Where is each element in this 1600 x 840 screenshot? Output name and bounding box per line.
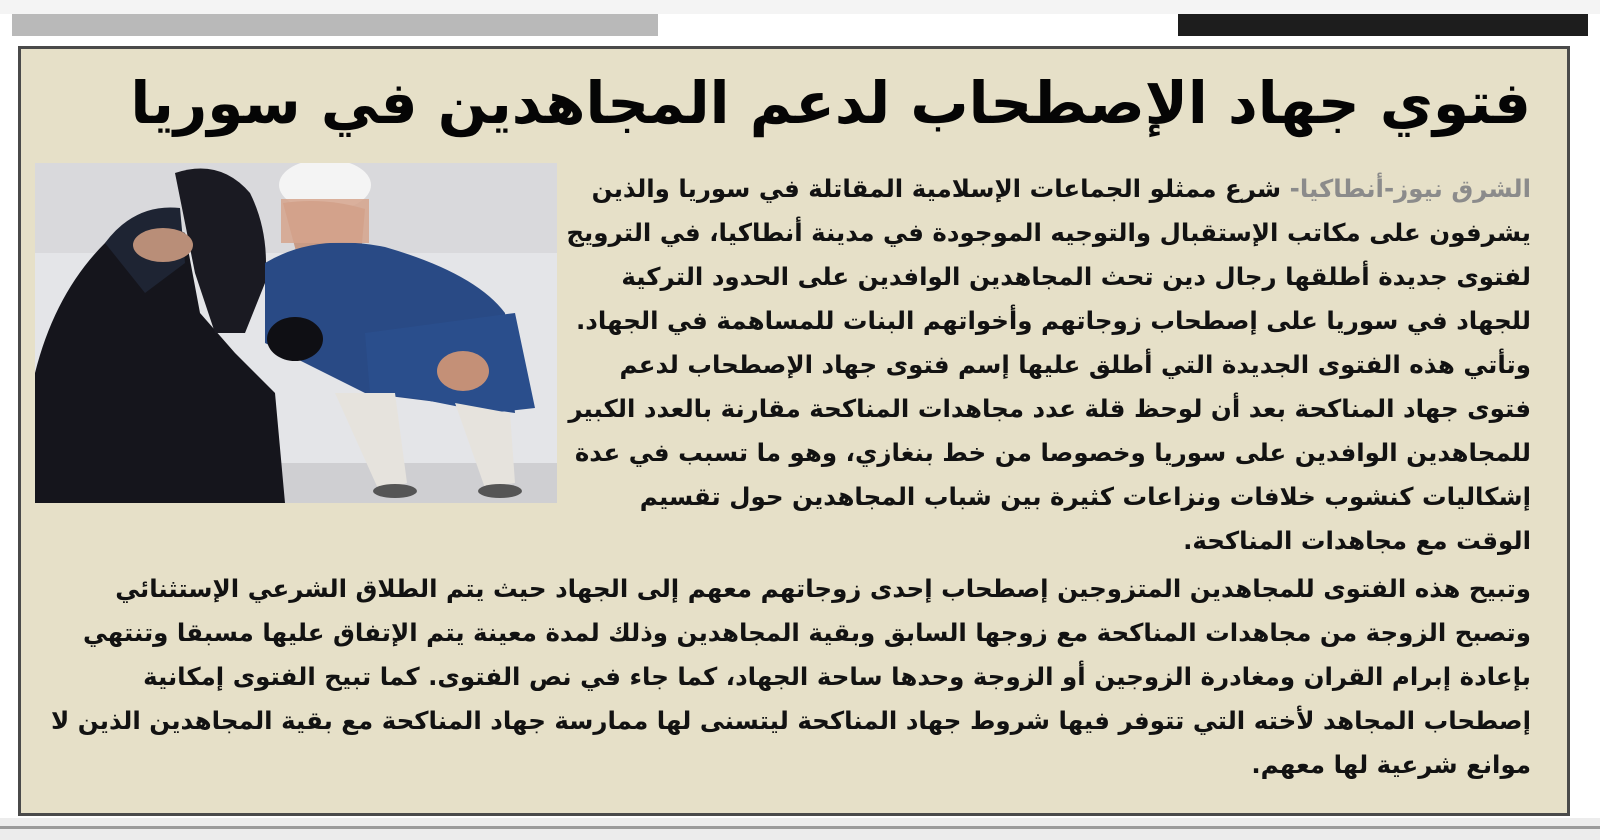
top-bar-gray: [12, 14, 658, 36]
top-strip: [0, 0, 1600, 14]
article-source: الشرق نيوز-أنطاكيا-: [1289, 174, 1531, 203]
article-frame: [18, 46, 1570, 816]
bottom-strip: [0, 818, 1600, 840]
bottom-divider: [0, 826, 1600, 829]
top-bar-dark: [1178, 14, 1588, 36]
article-paragraph-2: وتبيح هذه الفتوى للمجاهدين المتزوجين إصطحاب إحدى زوجاتهم معهم إلى الجهاد حيث يتم الطلاق الشرعي الإستثنائي وتصبح الزوجة من مجاهدات المناكحة مع زوجها السابق وبقية المجاهدين وذلك لمدة معينة يتم الإتفاق عليها مسبقا وتنتهي بإعادة إبرام القران ومغادرة الزوجين أو الزوجة وحدها ساحة الجهاد، كما جاء في نص الفتوى. كما تبيح الفتوى إمكانية إصطحاب المجاهد لأخته التي تتوفر فيها شروط جهاد المناكحة ليتسنى لها ممارسة جهاد المناكحة مع بقية المجاهدين الذين لا موانع شرعية لها معهم.: [50, 574, 1531, 779]
article-paragraph-1-text: شرع ممثلو الجماعات الإسلامية المقاتلة في سوريا والذين يشرفون على مكاتب الإستقبال والتوجيه الموجودة في مدينة أنطاكيا، في الترويج لفتوى جديدة أطلقها رجال دين تحث المجاهدين الوافدين على الحدود التركية للجهاد في سوريا على إصطحاب زوجاتهم وأخواتهم البنات للمساهمة في الجهاد. وتأتي هذه الفتوى الجديدة التي أطلق عليها إسم فتوى جهاد الإصطحاب لدعم فتوى جهاد المناكحة بعد أن لوحظ قلة عدد مجاهدات المناكحة مقارنة بالعدد الكبير للمجاهدين الوافدين على سوريا وخصوصا من خط بنغازي، وهو ما تسبب في عدة إشكاليات كنشوب خلافات ونزاعات كثيرة بين شباب المجاهدين حول تقسيم الوقت مع مجاهدات المناكحة.: [566, 174, 1531, 555]
article-body: [31, 167, 1531, 787]
headline: فتوي جهاد الإصطحاب لدعم المجاهدين في سوريا: [130, 69, 1531, 137]
photo-spacer: [31, 167, 565, 513]
